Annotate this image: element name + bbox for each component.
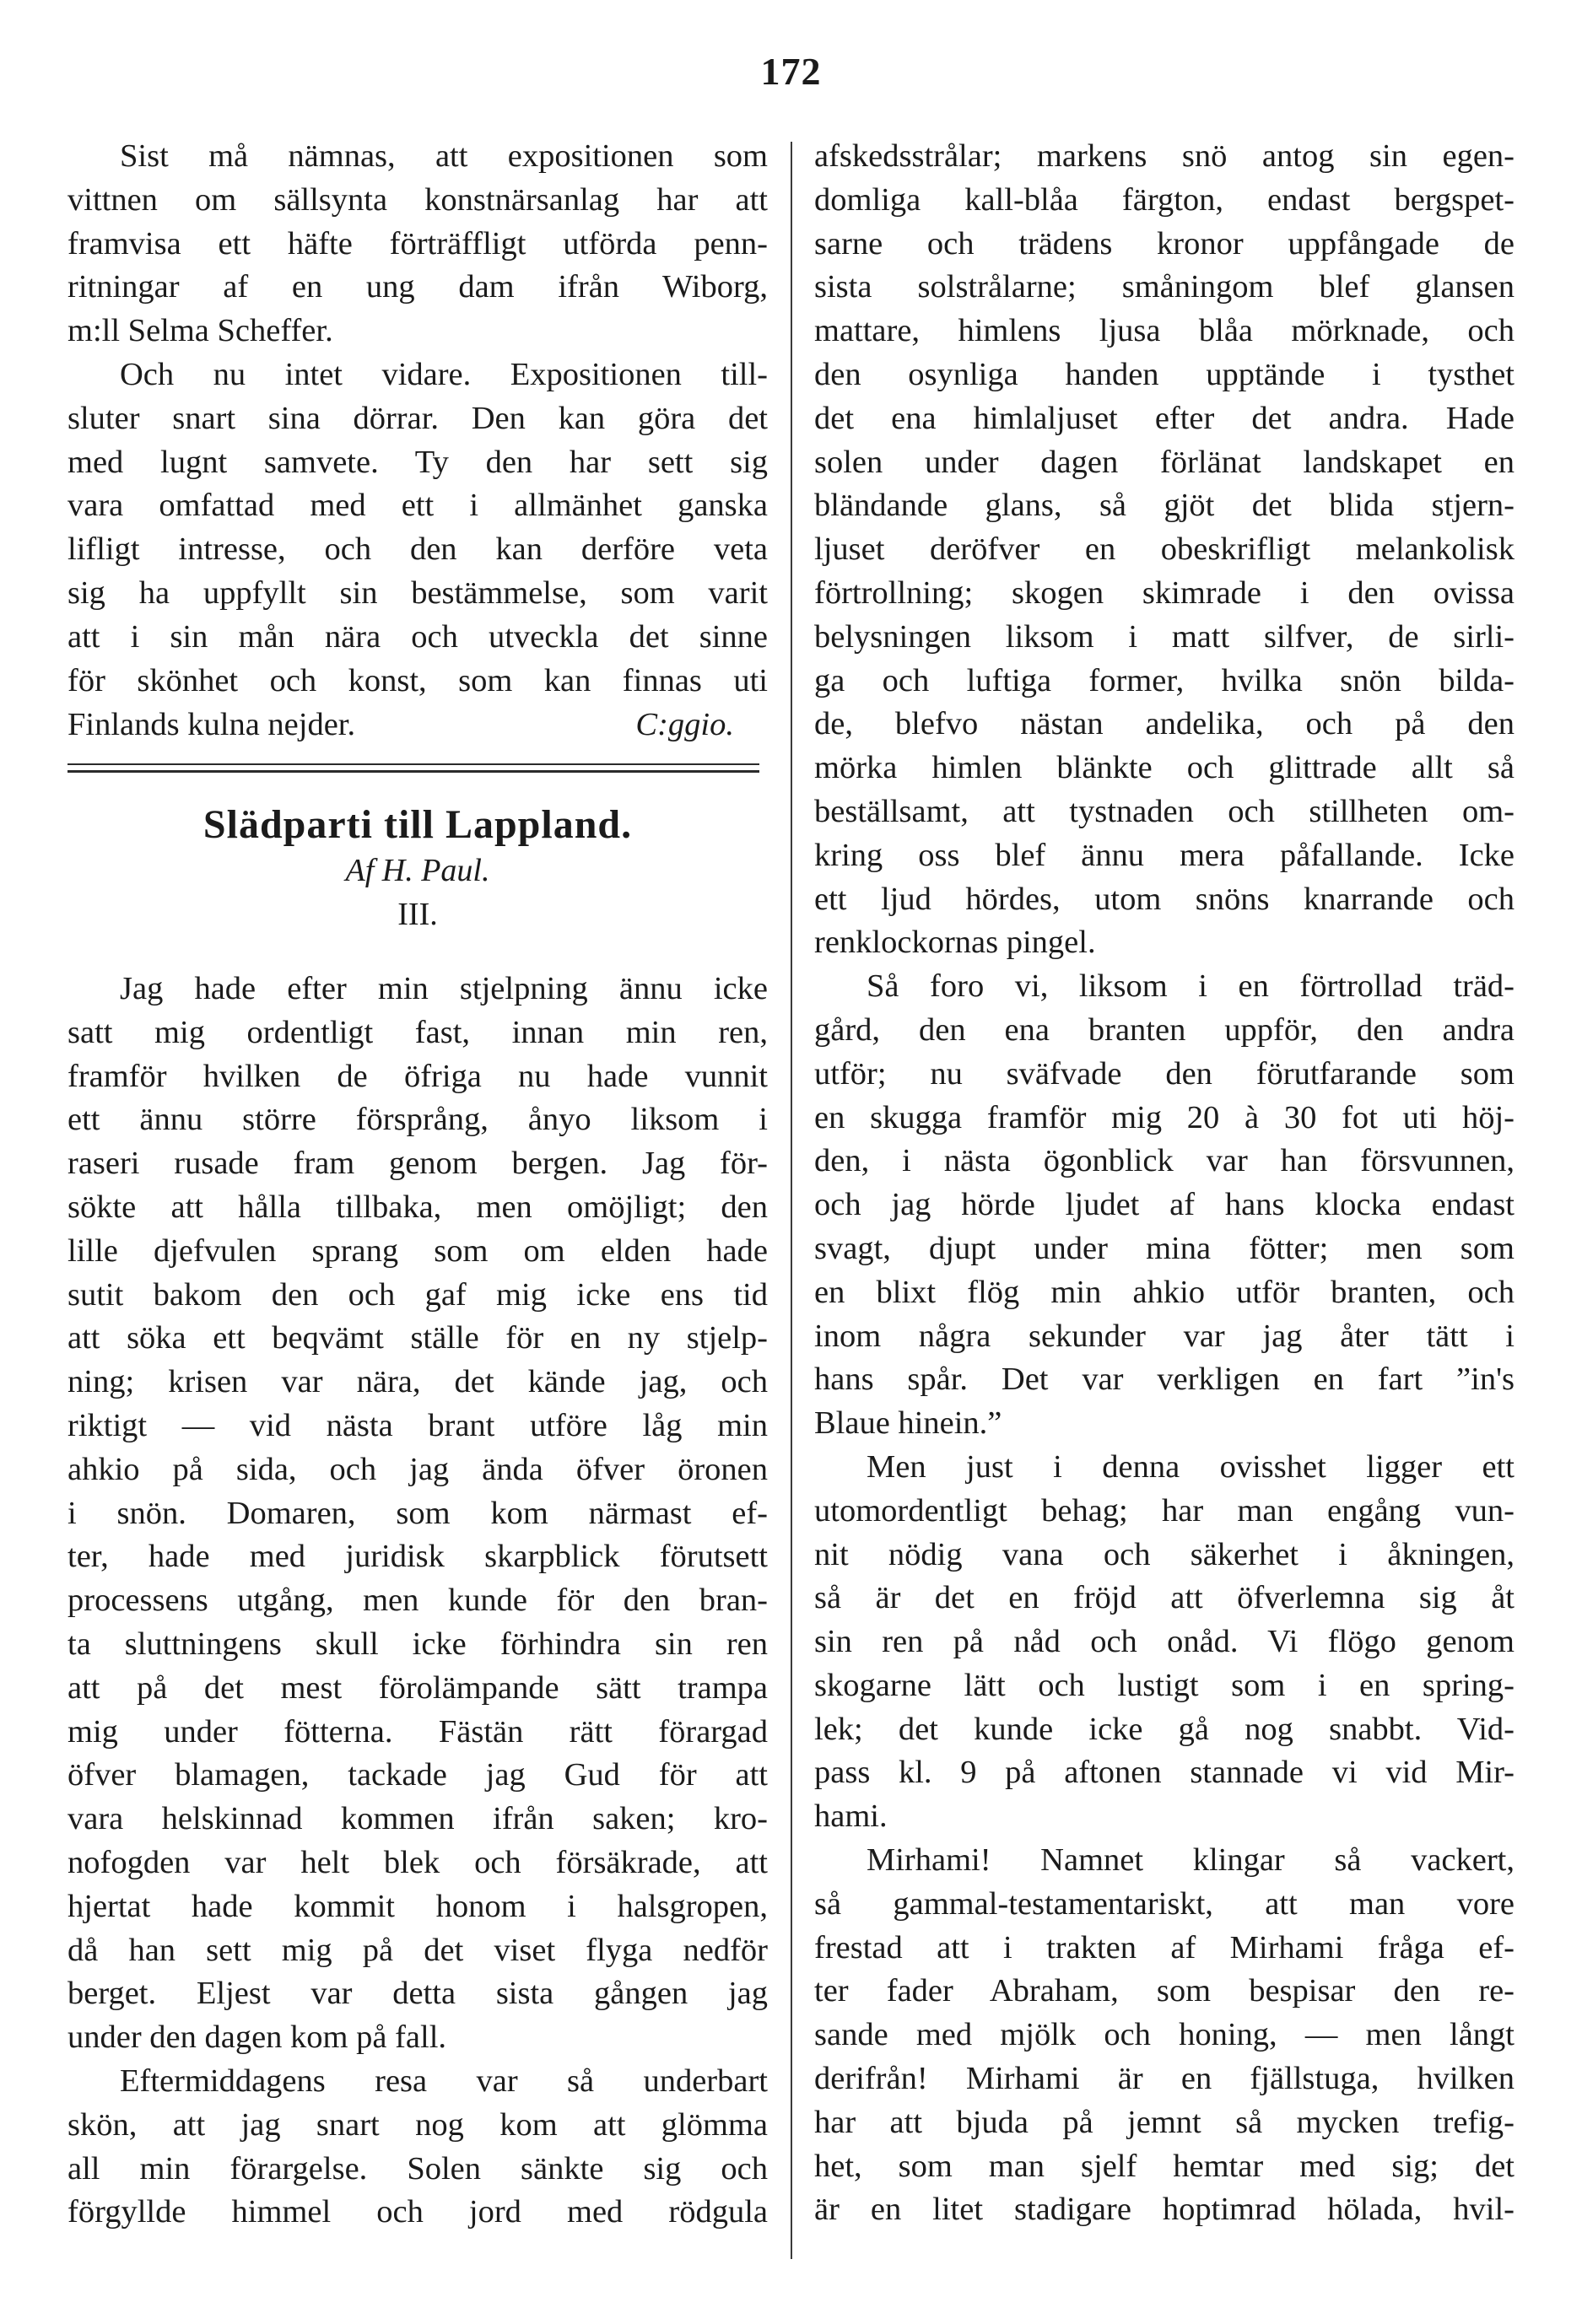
text-line: det ena himlaljuset efter det andra. Hade [814,400,1515,436]
text-line: förgyllde himmel och jord med rödgula [67,2194,768,2230]
text-line: processens utgång, men kunde för den bran- [67,1583,768,1619]
article-part: III. [397,897,438,932]
right-column [814,135,1515,2232]
text-line: utomordentligt behag; har man engång vun- [814,1492,1515,1529]
text-line: Så foro vi, liksom i en förtrollad träd- [867,968,1515,1005]
text-line: ett ännu större försprång, ånyo liksom i [67,1102,768,1138]
text-line: sista solstrålarne; småningom blef glansen [814,269,1515,305]
text-line: afskedsstrålar; markens snö antog sin egen- [814,138,1515,174]
signature-line-text: Finlands kulna nejder. [67,707,356,742]
signature: C:ggio. [635,707,734,742]
text-line: svagt, djupt under mina fötter; men som [814,1230,1515,1266]
text-line: Eftermiddagens resa var så underbart [120,2062,768,2099]
text-line: mig under fötterna. Fästän rätt förargad [67,1713,768,1750]
left-signature-block [67,704,768,747]
text-line: ta sluttningens skull icke förhindra sin ren [67,1626,768,1662]
text-line: Men just i denna ovisshet ligger ett [867,1448,1515,1485]
text-line: den osynliga handen upptände i tysthet [814,356,1515,392]
text-line: het, som man sjelf hemtar med sig; det [814,2148,1515,2184]
text-line: ett ljud hördes, utom snöns knarrande och [814,881,1515,917]
text-line: domliga kall-blåa färgton, endast bergspet- [814,181,1515,218]
text-line: har att bjuda på jemnt så mycken trefig- [814,2104,1515,2140]
text-line: mattare, himlens ljusa blåa mörknade, och [814,313,1515,349]
text-line: med lugnt samvete. Ty den har sett sig [67,444,768,480]
text-line: öfver blamagen, tackade jag Gud för att [67,1757,768,1793]
text-line: den, i nästa ögonblick var han försvunnen, [814,1143,1515,1179]
text-line: all min förargelse. Solen sänkte sig och [67,2150,768,2187]
text-line: nofogden var helt blek och försäkrade, att [67,1844,768,1880]
text-line: hami. [814,1798,888,1835]
text-line: i snön. Domaren, som kom närmast ef- [67,1495,768,1531]
text-line: gård, den ena branten uppför, den andra [814,1011,1515,1048]
text-line: bländande glans, så gjöt det blida stjern- [814,488,1515,524]
text-line: att i sin mån nära och utveckla det sinne [67,618,768,655]
text-line: då han sett mig på det viset flyga nedför [67,1932,768,1968]
text-line: inom några sekunder var jag åter tätt i [814,1318,1515,1354]
text-line: så gammal-testamentariskt, att man vore [814,1885,1515,1922]
text-line: ter fader Abraham, som bespisar den re- [814,1973,1515,2009]
text-line: framvisa ett häfte förträffligt utförda penn- [67,225,768,262]
left-column-top [67,135,768,703]
text-line: Blaue hinein.” [814,1405,1002,1442]
page-number: 172 [760,50,822,93]
text-line: ljuset deröfver en obeskrifligt melankolisk [814,531,1515,568]
text-line: frestad att i trakten af Mirhami fråga ef- [814,1929,1515,1965]
column-divider [791,142,792,2259]
text-line: sökte att hålla tillbaka, men omöjligt; den [67,1189,768,1225]
text-line: berget. Eljest var detta sista gången jag [67,1976,768,2012]
text-line: att på det mest förolämpande sätt trampa [67,1669,768,1706]
text-line: och jag hörde ljudet af hans klocka endast [814,1187,1515,1223]
signature-line [67,704,768,747]
text-line: en blixt flög min ahkio utför branten, och [814,1274,1515,1310]
text-line: riktigt — vid nästa brant utföre låg min [67,1407,768,1443]
text-line: lille djefvulen sprang som om elden hade [67,1232,768,1269]
text-line: Mirhami! Namnet klingar så vackert, [867,1842,1515,1879]
text-line: ahkio på sida, och jag ända öfver öronen [67,1451,768,1487]
text-line: så är det en fröjd att öfverlemna sig åt [814,1580,1515,1616]
text-line: skogarne lätt och lustigt som i en spring- [814,1667,1515,1703]
text-line: ga och luftiga former, hvilka snön bilda- [814,662,1515,698]
text-line: vara omfattad med ett i allmänhet ganska [67,488,768,524]
text-line: är en litet stadigare hoptimrad hölada, hvil- [814,2192,1515,2228]
text-line: belysningen liksom i matt silfver, de sirli- [814,618,1515,655]
text-line: hans spår. Det var verkligen en fart ”in's [814,1362,1515,1398]
text-line: under den dagen kom på fall. [67,2019,447,2056]
text-line: kring oss blef ännu mera påfallande. Icke [814,837,1515,873]
text-line: solen under dagen förlänat landskapet en [814,444,1515,480]
text-line: vittnen om sällsynta konstnärsanlag har att [67,181,768,218]
text-line: pass kl. 9 på aftonen stannade vi vid Mir- [814,1755,1515,1791]
text-line: vara helskinnad kommen ifrån saken; kro- [67,1801,768,1837]
text-line: för skönhet och konst, som kan finnas uti [67,662,768,698]
text-line: Och nu intet vidare. Expositionen till- [120,356,768,392]
text-line: framför hvilken de öfriga nu hade vunnit [67,1058,768,1094]
text-line: sande med mjölk och honing, — men långt [814,2017,1515,2053]
text-line: nit nödig vana och säkerhet i åkningen, [814,1536,1515,1572]
text-line: beställsamt, att tystnaden och stillheten om- [814,793,1515,829]
text-line: derifrån! Mirhami är en fjällstuga, hvilken [814,2061,1515,2097]
text-line: ter, hade med juridisk skarpblick förutsett [67,1539,768,1575]
text-line: sutit bakom den och gaf mig icke ens tid [67,1276,768,1313]
text-line: renklockornas pingel. [814,925,1096,961]
text-line: skön, att jag snart nog kom att glömma [67,2106,768,2143]
text-line: Jag hade efter min stjelpning ännu icke [120,971,768,1006]
text-line: lek; det kunde icke gå nog snabbt. Vid- [814,1711,1515,1747]
text-line: en skugga framför mig 20 à 30 fot uti höj- [814,1099,1515,1135]
text-line: sin ren på nåd och onåd. Vi flögo genom [814,1624,1515,1660]
article-title: Slädparti till Lappland. [202,802,633,847]
text-line: satt mig ordentligt fast, innan min ren, [67,1014,768,1050]
text-line: ning; krisen var nära, det kände jag, och [67,1364,768,1400]
text-line: mörka himlen blänkte och glittrade allt så [814,750,1515,786]
text-line: m:ll Selma Scheffer. [67,313,333,349]
text-line: ritningar af en ung dam ifrån Wiborg, [67,269,768,305]
text-line: Sist må nämnas, att expositionen som [120,138,768,174]
left-column-bottom [67,968,768,2235]
text-line: hjertat hade kommit honom i halsgropen, [67,1888,768,1924]
text-line: utför; nu sväfvade den förutfarande som [814,1055,1515,1092]
text-line: sarne och trädens kronor uppfångade de [814,225,1515,262]
text-line: raseri rusade fram genom bergen. Jag för- [67,1146,768,1182]
text-line: sluter snart sina dörrar. Den kan göra det [67,400,768,436]
article-author: Af H. Paul. [345,853,490,888]
text-line: förtrollning; skogen skimrade i den ovissa [814,574,1515,611]
section-rule [67,763,759,773]
text-line: att söka ett beqvämt ställe för en ny stjelp- [67,1320,768,1356]
text-line: lifligt intresse, och den kan derföre veta [67,531,768,568]
text-line: de, blefvo nästan andelika, och på den [814,706,1515,742]
text-line: sig ha uppfyllt sin bestämmelse, som varit [67,574,768,611]
